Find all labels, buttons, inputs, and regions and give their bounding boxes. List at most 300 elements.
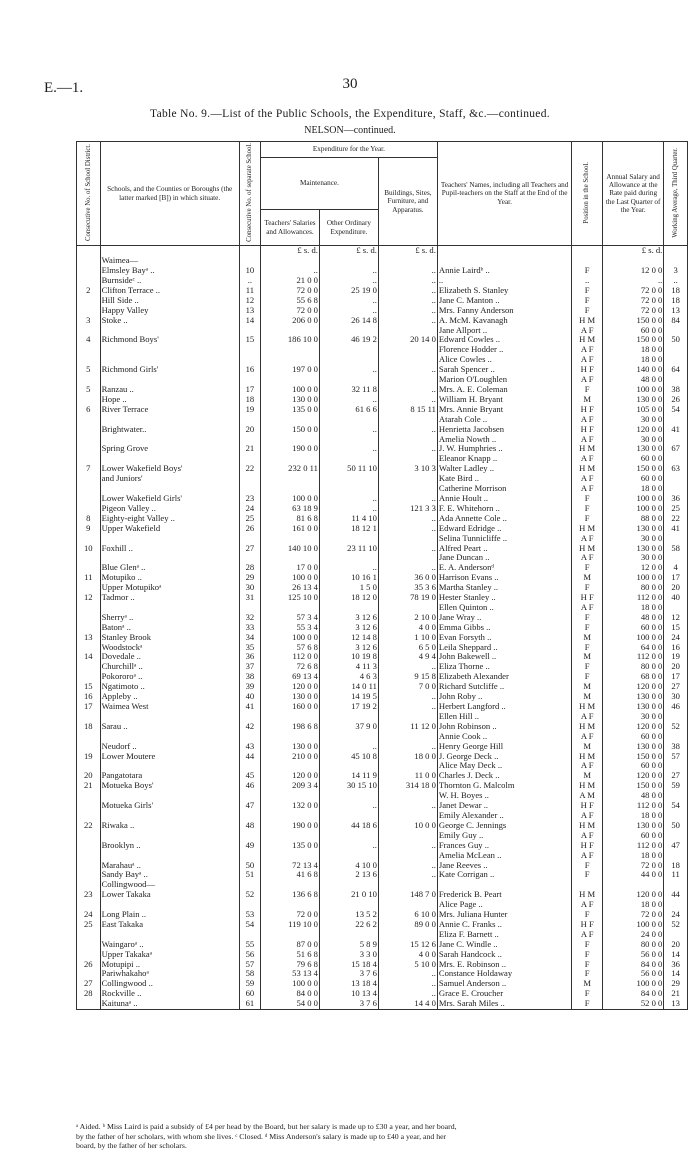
school-no-cell <box>239 553 260 563</box>
schools-table <box>76 141 688 1010</box>
other-expenditure-cell: 3 12 6 <box>319 623 378 633</box>
other-expenditure-cell: .. <box>319 296 378 306</box>
teacher-name-cell: Edward Cowles .. <box>437 335 571 345</box>
table-row <box>77 771 688 781</box>
school-name-cell: Motupiko .. <box>100 573 239 583</box>
school-no-cell: 14 <box>239 316 260 326</box>
buildings-cell: 36 0 0 <box>378 573 437 583</box>
col-position-header: Position in the School. <box>572 142 603 246</box>
annual-salary-cell: 30 0 0 <box>603 712 664 722</box>
district-no-cell <box>77 643 101 653</box>
district-no-cell <box>77 563 101 573</box>
school-no-cell <box>239 474 260 484</box>
school-name-cell <box>100 484 239 494</box>
district-no-cell <box>77 583 101 593</box>
other-expenditure-cell <box>319 256 378 266</box>
table-row <box>77 950 688 960</box>
annual-salary-cell: 100 0 0 <box>603 494 664 504</box>
teacher-name-cell: Emma Gibbs .. <box>437 623 571 633</box>
teacher-name-cell: Amelia McLean .. <box>437 851 571 861</box>
school-no-cell: 61 <box>239 999 260 1009</box>
annual-salary-cell: 100 0 0 <box>603 573 664 583</box>
school-no-cell: 50 <box>239 861 260 871</box>
school-no-cell: 51 <box>239 870 260 880</box>
teacher-name-cell: William H. Bryant <box>437 395 571 405</box>
district-no-cell: 9 <box>77 524 101 534</box>
working-average-cell: 36 <box>664 494 688 504</box>
annual-salary-cell: 88 0 0 <box>603 514 664 524</box>
table-row <box>77 831 688 841</box>
teacher-name-cell: Elizabeth Alexander <box>437 672 571 682</box>
table-row <box>77 940 688 950</box>
annual-salary-cell: 48 0 0 <box>603 791 664 801</box>
position-cell: A F <box>572 534 603 544</box>
table-row <box>77 524 688 534</box>
school-name-cell: Stanley Brook <box>100 633 239 643</box>
buildings-cell: 4 0 0 <box>378 623 437 633</box>
table-row <box>77 286 688 296</box>
school-name-cell <box>100 831 239 841</box>
annual-salary-cell: 30 0 0 <box>603 553 664 563</box>
salaries-cell: 100 0 0 <box>260 979 319 989</box>
district-no-cell <box>77 474 101 484</box>
school-no-cell: 59 <box>239 979 260 989</box>
annual-salary-cell: 60 0 0 <box>603 326 664 336</box>
position-cell: A F <box>572 811 603 821</box>
buildings-cell: .. <box>378 563 437 573</box>
teacher-name-cell: Jane Reeves .. <box>437 861 571 871</box>
other-expenditure-cell: 2 13 6 <box>319 870 378 880</box>
school-no-cell: 43 <box>239 742 260 752</box>
buildings-cell: 314 18 0 <box>378 781 437 791</box>
table-row <box>77 890 688 900</box>
position-cell: F <box>572 999 603 1009</box>
school-name-cell: Batonᵃ .. <box>100 623 239 633</box>
district-no-cell <box>77 662 101 672</box>
table-title: Table No. 9.—List of the Public Schools, the Expenditure, Staff, &c.—continued. <box>150 108 550 120</box>
district-no-cell <box>77 861 101 871</box>
other-expenditure-cell: .. <box>319 365 378 375</box>
table-row <box>77 573 688 583</box>
working-average-cell <box>664 375 688 385</box>
table-row <box>77 296 688 306</box>
table-row <box>77 930 688 940</box>
other-expenditure-cell <box>319 880 378 890</box>
table-row <box>77 999 688 1009</box>
position-cell: F <box>572 643 603 653</box>
table-row <box>77 514 688 524</box>
salaries-cell: 100 0 0 <box>260 573 319 583</box>
district-no-cell <box>77 999 101 1009</box>
col-salaries-header: Teachers' Salaries and Allowances. <box>260 210 319 246</box>
table-row <box>77 435 688 445</box>
school-name-cell: Motueka Boys' <box>100 781 239 791</box>
school-name-cell: Motueka Girls' <box>100 801 239 811</box>
table-row <box>77 395 688 405</box>
other-expenditure-cell: 32 11 8 <box>319 385 378 395</box>
school-name-cell: Blue Glenᵃ .. <box>100 563 239 573</box>
working-average-cell: .. <box>664 276 688 286</box>
working-average-cell <box>664 811 688 821</box>
position-cell: A F <box>572 326 603 336</box>
position-cell <box>572 880 603 890</box>
table-row <box>77 613 688 623</box>
table-row <box>77 405 688 415</box>
other-expenditure-cell: 3 3 0 <box>319 950 378 960</box>
position-cell: M <box>572 682 603 692</box>
annual-salary-cell: 18 0 0 <box>603 355 664 365</box>
position-cell: A F <box>572 454 603 464</box>
salaries-cell <box>260 484 319 494</box>
position-cell: H M <box>572 464 603 474</box>
school-no-cell <box>239 603 260 613</box>
school-name-cell: Appleby .. <box>100 692 239 702</box>
table-row <box>77 464 688 474</box>
district-no-cell <box>77 494 101 504</box>
buildings-cell: 9 15 8 <box>378 672 437 682</box>
buildings-cell: 35 3 6 <box>378 583 437 593</box>
annual-salary-cell: 150 0 0 <box>603 464 664 474</box>
working-average-cell <box>664 880 688 890</box>
district-no-cell <box>77 672 101 682</box>
buildings-cell: 7 0 0 <box>378 682 437 692</box>
buildings-cell <box>378 761 437 771</box>
school-name-cell <box>100 553 239 563</box>
teacher-name-cell: George C. Jennings <box>437 821 571 831</box>
school-name-cell <box>100 732 239 742</box>
buildings-cell: .. <box>378 702 437 712</box>
position-cell: A F <box>572 732 603 742</box>
teacher-name-cell: Elizabeth S. Stanley <box>437 286 571 296</box>
salaries-cell: 54 0 0 <box>260 999 319 1009</box>
school-name-cell: Upper Wakefield <box>100 524 239 534</box>
teacher-name-cell: Eliza Thorne .. <box>437 662 571 672</box>
salaries-cell: 100 0 0 <box>260 494 319 504</box>
salaries-cell <box>260 851 319 861</box>
table-row <box>77 484 688 494</box>
working-average-cell <box>664 712 688 722</box>
table-row <box>77 633 688 643</box>
annual-salary-cell: 64 0 0 <box>603 643 664 653</box>
position-cell: F <box>572 583 603 593</box>
teacher-name-cell: Amelia Nowth .. <box>437 435 571 445</box>
buildings-cell <box>378 732 437 742</box>
position-cell: F <box>572 623 603 633</box>
other-expenditure-cell: 10 16 1 <box>319 573 378 583</box>
school-no-cell <box>239 811 260 821</box>
school-no-cell: 37 <box>239 662 260 672</box>
district-no-cell <box>77 761 101 771</box>
school-name-cell: Burnsideᶜ .. <box>100 276 239 286</box>
other-expenditure-cell: 13 18 4 <box>319 979 378 989</box>
school-name-cell <box>100 345 239 355</box>
annual-salary-cell: 12 0 0 <box>603 266 664 276</box>
district-no-cell <box>77 930 101 940</box>
school-name-cell: Waingaroᵃ .. <box>100 940 239 950</box>
school-name-cell: Hope .. <box>100 395 239 405</box>
district-no-cell <box>77 435 101 445</box>
annual-salary-cell: 120 0 0 <box>603 682 664 692</box>
buildings-cell: .. <box>378 969 437 979</box>
school-no-cell: 19 <box>239 405 260 415</box>
table-row <box>77 672 688 682</box>
col-buildings-header: Buildings, Sites, Furniture, and Apparatus. <box>378 158 437 246</box>
buildings-cell: 89 0 0 <box>378 920 437 930</box>
position-cell: F <box>572 266 603 276</box>
position-cell: A F <box>572 375 603 385</box>
table-row <box>77 682 688 692</box>
school-name-cell: Churchillᵃ .. <box>100 662 239 672</box>
working-average-cell: 27 <box>664 771 688 781</box>
school-name-cell: Lower Wakefield Boys' <box>100 464 239 474</box>
school-name-cell: Sarau .. <box>100 722 239 732</box>
annual-salary-cell: 60 0 0 <box>603 623 664 633</box>
school-no-cell: 12 <box>239 296 260 306</box>
salaries-cell <box>260 791 319 801</box>
working-average-cell: 63 <box>664 464 688 474</box>
working-average-cell: 21 <box>664 989 688 999</box>
table-row <box>77 732 688 742</box>
buildings-cell: 20 14 0 <box>378 335 437 345</box>
annual-salary-cell: 100 0 0 <box>603 633 664 643</box>
position-cell: A M <box>572 791 603 801</box>
working-average-cell: 22 <box>664 514 688 524</box>
table-subtitle: NELSON—continued. <box>304 125 396 136</box>
teacher-name-cell: W. H. Boyes .. <box>437 791 571 801</box>
annual-salary-cell: 18 0 0 <box>603 900 664 910</box>
school-no-cell: 54 <box>239 920 260 930</box>
annual-salary-cell: 150 0 0 <box>603 781 664 791</box>
district-no-cell <box>77 534 101 544</box>
teacher-name-cell: Mrs. Annie Bryant <box>437 405 571 415</box>
working-average-cell: 46 <box>664 702 688 712</box>
annual-salary-cell: .. <box>603 276 664 286</box>
buildings-cell: .. <box>378 306 437 316</box>
table-row <box>77 841 688 851</box>
other-expenditure-cell: 17 19 2 <box>319 702 378 712</box>
teacher-name-cell: Hester Stanley .. <box>437 593 571 603</box>
salaries-cell: 55 3 4 <box>260 623 319 633</box>
table-row <box>77 335 688 345</box>
school-name-cell <box>100 791 239 801</box>
school-name-cell: Upper Motupikoᵃ <box>100 583 239 593</box>
district-no-cell <box>77 444 101 454</box>
position-cell: M <box>572 742 603 752</box>
working-average-cell: 18 <box>664 286 688 296</box>
buildings-cell <box>378 831 437 841</box>
annual-salary-cell: 18 0 0 <box>603 484 664 494</box>
salaries-cell <box>260 761 319 771</box>
other-expenditure-cell <box>319 454 378 464</box>
district-no-cell <box>77 425 101 435</box>
position-cell: H M <box>572 702 603 712</box>
district-no-cell <box>77 345 101 355</box>
working-average-cell <box>664 831 688 841</box>
salaries-cell: 135 0 0 <box>260 405 319 415</box>
working-average-cell: 12 <box>664 613 688 623</box>
working-average-cell <box>664 534 688 544</box>
school-name-cell: Lower Takaka <box>100 890 239 900</box>
annual-salary-cell: 120 0 0 <box>603 890 664 900</box>
annual-salary-cell: 60 0 0 <box>603 474 664 484</box>
table-row <box>77 553 688 563</box>
district-no-cell: 26 <box>77 960 101 970</box>
buildings-cell: .. <box>378 266 437 276</box>
teacher-name-cell: Marion O'Loughlen <box>437 375 571 385</box>
school-no-cell: 11 <box>239 286 260 296</box>
other-expenditure-cell <box>319 435 378 445</box>
position-cell: F <box>572 989 603 999</box>
position-cell: H M <box>572 316 603 326</box>
school-name-cell <box>100 900 239 910</box>
school-name-cell <box>100 454 239 464</box>
other-expenditure-cell: 61 6 6 <box>319 405 378 415</box>
position-cell: M <box>572 771 603 781</box>
position-cell: H M <box>572 444 603 454</box>
salaries-cell: 26 13 4 <box>260 583 319 593</box>
school-name-cell: Woodstockᵃ <box>100 643 239 653</box>
teacher-name-cell: Sarah Spencer .. <box>437 365 571 375</box>
other-expenditure-cell: 14 11 9 <box>319 771 378 781</box>
school-name-cell <box>100 930 239 940</box>
annual-salary-cell: 140 0 0 <box>603 365 664 375</box>
district-no-cell <box>77 732 101 742</box>
school-no-cell: 23 <box>239 494 260 504</box>
working-average-cell <box>664 435 688 445</box>
annual-salary-cell: 12 0 0 <box>603 563 664 573</box>
other-expenditure-cell: 37 9 0 <box>319 722 378 732</box>
teacher-name-cell: Richard Sutcliffe .. <box>437 682 571 692</box>
annual-salary-cell: 60 0 0 <box>603 454 664 464</box>
annual-salary-cell: 120 0 0 <box>603 425 664 435</box>
teacher-name-cell: Mrs. Fanny Anderson <box>437 306 571 316</box>
other-expenditure-cell <box>319 761 378 771</box>
school-no-cell: 18 <box>239 395 260 405</box>
position-cell: A F <box>572 474 603 484</box>
table-row <box>77 454 688 464</box>
buildings-cell <box>378 474 437 484</box>
working-average-cell: 50 <box>664 335 688 345</box>
other-expenditure-cell <box>319 603 378 613</box>
working-average-cell <box>664 326 688 336</box>
table-row <box>77 910 688 920</box>
buildings-cell: .. <box>378 979 437 989</box>
working-average-cell: 11 <box>664 870 688 880</box>
teacher-name-cell: Atarah Cole .. <box>437 415 571 425</box>
school-name-cell: Motupipi .. <box>100 960 239 970</box>
annual-salary-cell: 60 0 0 <box>603 761 664 771</box>
other-expenditure-cell: .. <box>319 563 378 573</box>
position-cell: F <box>572 870 603 880</box>
table-row <box>77 761 688 771</box>
school-name-cell: Waimea West <box>100 702 239 712</box>
teacher-name-cell: Harrison Evans .. <box>437 573 571 583</box>
working-average-cell: 18 <box>664 296 688 306</box>
school-name-cell: Rockville .. <box>100 989 239 999</box>
buildings-cell: 15 12 6 <box>378 940 437 950</box>
working-average-cell: 24 <box>664 633 688 643</box>
position-cell: A F <box>572 831 603 841</box>
buildings-cell <box>378 851 437 861</box>
buildings-cell <box>378 900 437 910</box>
district-no-cell <box>77 415 101 425</box>
school-name-cell: Spring Grove <box>100 444 239 454</box>
salaries-cell: 210 0 0 <box>260 752 319 762</box>
buildings-cell <box>378 534 437 544</box>
salaries-cell: 53 13 4 <box>260 969 319 979</box>
school-name-cell: Lower Moutere <box>100 752 239 762</box>
teacher-name-cell: Annie C. Franks .. <box>437 920 571 930</box>
working-average-cell <box>664 930 688 940</box>
position-cell: F <box>572 662 603 672</box>
school-name-cell: Kaitunaᵃ .. <box>100 999 239 1009</box>
salaries-cell: 81 6 8 <box>260 514 319 524</box>
salaries-cell: 161 0 0 <box>260 524 319 534</box>
position-cell: A F <box>572 712 603 722</box>
school-name-cell: Sherryᵃ .. <box>100 613 239 623</box>
other-expenditure-cell <box>319 484 378 494</box>
annual-salary-cell: 80 0 0 <box>603 940 664 950</box>
district-no-cell <box>77 276 101 286</box>
working-average-cell <box>664 553 688 563</box>
working-average-cell <box>664 345 688 355</box>
annual-salary-cell: 130 0 0 <box>603 702 664 712</box>
position-cell: A F <box>572 345 603 355</box>
annual-salary-cell: 72 0 0 <box>603 861 664 871</box>
annual-salary-cell: 72 0 0 <box>603 306 664 316</box>
footnotes <box>76 1122 688 1151</box>
position-cell: H M <box>572 335 603 345</box>
buildings-cell: 5 10 0 <box>378 960 437 970</box>
annual-salary-cell: 52 0 0 <box>603 999 664 1009</box>
table-row <box>77 316 688 326</box>
col-school-no-header: Consecutive No. of separate School. <box>239 142 260 246</box>
teacher-name-cell: Jane Wray .. <box>437 613 571 623</box>
annual-salary-cell: 100 0 0 <box>603 385 664 395</box>
district-no-cell <box>77 395 101 405</box>
buildings-cell: .. <box>378 742 437 752</box>
teacher-name-cell: Mrs. E. Robinson .. <box>437 960 571 970</box>
district-no-cell: 23 <box>77 890 101 900</box>
district-no-cell <box>77 623 101 633</box>
working-average-cell <box>664 732 688 742</box>
school-name-cell: Ranzau .. <box>100 385 239 395</box>
teacher-name-cell: Henry George Hill <box>437 742 571 752</box>
salaries-cell: 72 6 8 <box>260 662 319 672</box>
annual-salary-cell: 84 0 0 <box>603 989 664 999</box>
other-expenditure-cell: 44 18 6 <box>319 821 378 831</box>
table-row <box>77 851 688 861</box>
col-district-header: Consecutive No. of School District. <box>77 142 101 246</box>
buildings-cell <box>378 712 437 722</box>
table-row <box>77 444 688 454</box>
school-no-cell <box>239 415 260 425</box>
district-no-cell <box>77 969 101 979</box>
teacher-name-cell: Thornton G. Malcolm <box>437 781 571 791</box>
working-average-cell <box>664 761 688 771</box>
buildings-cell: .. <box>378 286 437 296</box>
salaries-cell: 232 0 11 <box>260 464 319 474</box>
teacher-name-cell: Mrs. Sarah Miles .. <box>437 999 571 1009</box>
school-name-cell: East Takaka <box>100 920 239 930</box>
annual-salary-cell: 56 0 0 <box>603 969 664 979</box>
salaries-cell: 100 0 0 <box>260 633 319 643</box>
district-no-cell <box>77 306 101 316</box>
table-row <box>77 979 688 989</box>
school-name-cell: Marahauᵃ .. <box>100 861 239 871</box>
salaries-cell <box>260 831 319 841</box>
working-average-cell: 38 <box>664 742 688 752</box>
